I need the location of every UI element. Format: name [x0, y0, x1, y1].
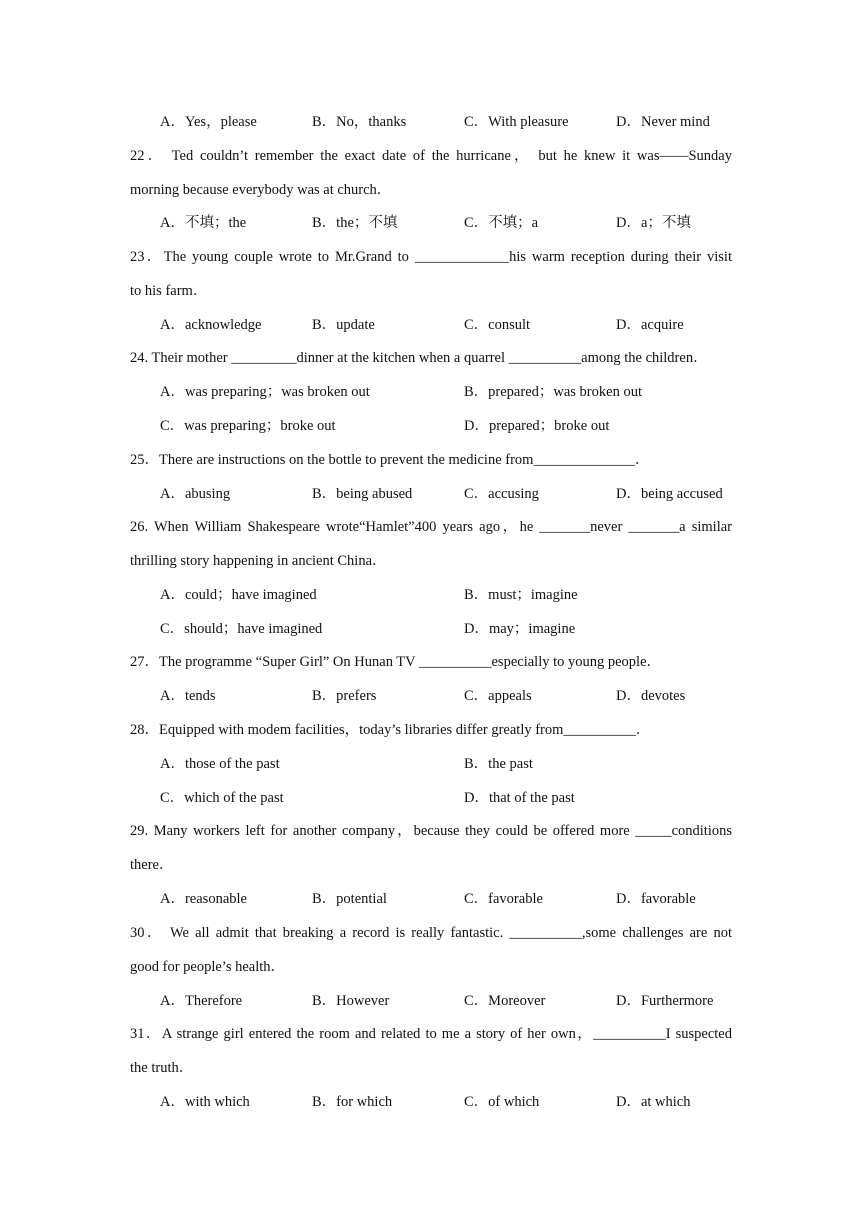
q21-option-a: A．Yes，please [160, 114, 257, 130]
q28-option-c: C．which of the past [160, 790, 284, 806]
q24-option-c: C．was preparing；broke out [160, 418, 336, 434]
q22-option-c: C．不填；a [464, 215, 539, 231]
q25-option-d: D．being accused [616, 486, 723, 502]
q28-option-b: B．the past [464, 756, 533, 772]
q26-option-c: C．should；have imagined [160, 621, 323, 637]
q25-option-b: B．being abused [312, 486, 413, 502]
q31-stem-line2: the truth． [130, 1060, 194, 1076]
q22-option-b: B．the；不填 [312, 215, 398, 231]
q21-option-c: C．With pleasure [464, 114, 569, 130]
q30-stem-line2: good for people’s health． [130, 959, 286, 975]
q29-option-c: C．favorable [464, 891, 543, 907]
q29-option-d: D．favorable [616, 891, 696, 907]
q26-stem-line1: 26. When William Shakespeare wrote“Hamlet”400 years ago，he _______never _______a similar [130, 519, 732, 535]
q22-stem-line2: morning because everybody was at church． [130, 182, 392, 198]
q28-option-d: D．that of the past [464, 790, 575, 806]
q27-stem-line1: 27．The programme “Super Girl” On Hunan TV __________especially to young people． [130, 654, 662, 670]
q23-stem-line1: 23．The young couple wrote to Mr.Grand to _____________his warm reception during their visit [130, 249, 732, 265]
q27-option-a: A．tends [160, 688, 216, 704]
q31-stem-line1: 31．A strange girl entered the room and related to me a story of her own，__________I suspected [130, 1026, 732, 1042]
q28-stem-line1: 28．Equipped with modem facilities，today’s libraries differ greatly from__________． [130, 722, 651, 738]
q30-option-d: D．Furthermore [616, 993, 714, 1009]
q23-option-a: A．acknowledge [160, 317, 262, 333]
q27-option-c: C．appeals [464, 688, 532, 704]
q24-option-a: A．was preparing；was broken out [160, 384, 370, 400]
q31-option-c: C．of which [464, 1094, 540, 1110]
q22-option-d: D．a；不填 [616, 215, 691, 231]
q23-stem-line2: to his farm． [130, 283, 208, 299]
q30-stem-line1: 30． We all admit that breaking a record is really fantastic. __________,some challenges are not [130, 925, 732, 941]
q26-option-a: A．could；have imagined [160, 587, 317, 603]
q23-option-d: D．acquire [616, 317, 684, 333]
q22-stem-line1: 22． Ted couldn’t remember the exact date of the hurricane， but he knew it was——Sunday [130, 148, 732, 164]
q25-option-a: A．abusing [160, 486, 231, 502]
q29-option-a: A．reasonable [160, 891, 247, 907]
q21-option-b: B．No，thanks [312, 114, 407, 130]
q22-option-a: A．不填；the [160, 215, 247, 231]
q31-option-a: A．with which [160, 1094, 250, 1110]
q23-option-b: B．update [312, 317, 375, 333]
q28-option-a: A．those of the past [160, 756, 280, 772]
q29-stem-line1: 29. Many workers left for another company，because they could be offered more _____conditions [130, 823, 732, 839]
q26-stem-line2: thrilling story happening in ancient China． [130, 553, 387, 569]
q24-option-d: D．prepared；broke out [464, 418, 610, 434]
q25-option-c: C．accusing [464, 486, 539, 502]
q27-option-d: D．devotes [616, 688, 686, 704]
q30-option-a: A．Therefore [160, 993, 243, 1009]
q24-stem-line1: 24. Their mother _________dinner at the kitchen when a quarrel __________among the children． [130, 350, 708, 366]
q29-option-b: B．potential [312, 891, 387, 907]
q23-option-c: C．consult [464, 317, 531, 333]
q30-option-c: C．Moreover [464, 993, 546, 1009]
q25-stem-line1: 25．There are instructions on the bottle to prevent the medicine from______________． [130, 452, 650, 468]
q24-option-b: B．prepared；was broken out [464, 384, 642, 400]
q29-stem-line2: there． [130, 857, 174, 873]
q31-option-d: D．at which [616, 1094, 691, 1110]
q26-option-b: B．must；imagine [464, 587, 578, 603]
q26-option-d: D．may；imagine [464, 621, 576, 637]
q27-option-b: B．prefers [312, 688, 377, 704]
q31-option-b: B．for which [312, 1094, 393, 1110]
q30-option-b: B．However [312, 993, 390, 1009]
q21-option-d: D．Never mind [616, 114, 710, 130]
